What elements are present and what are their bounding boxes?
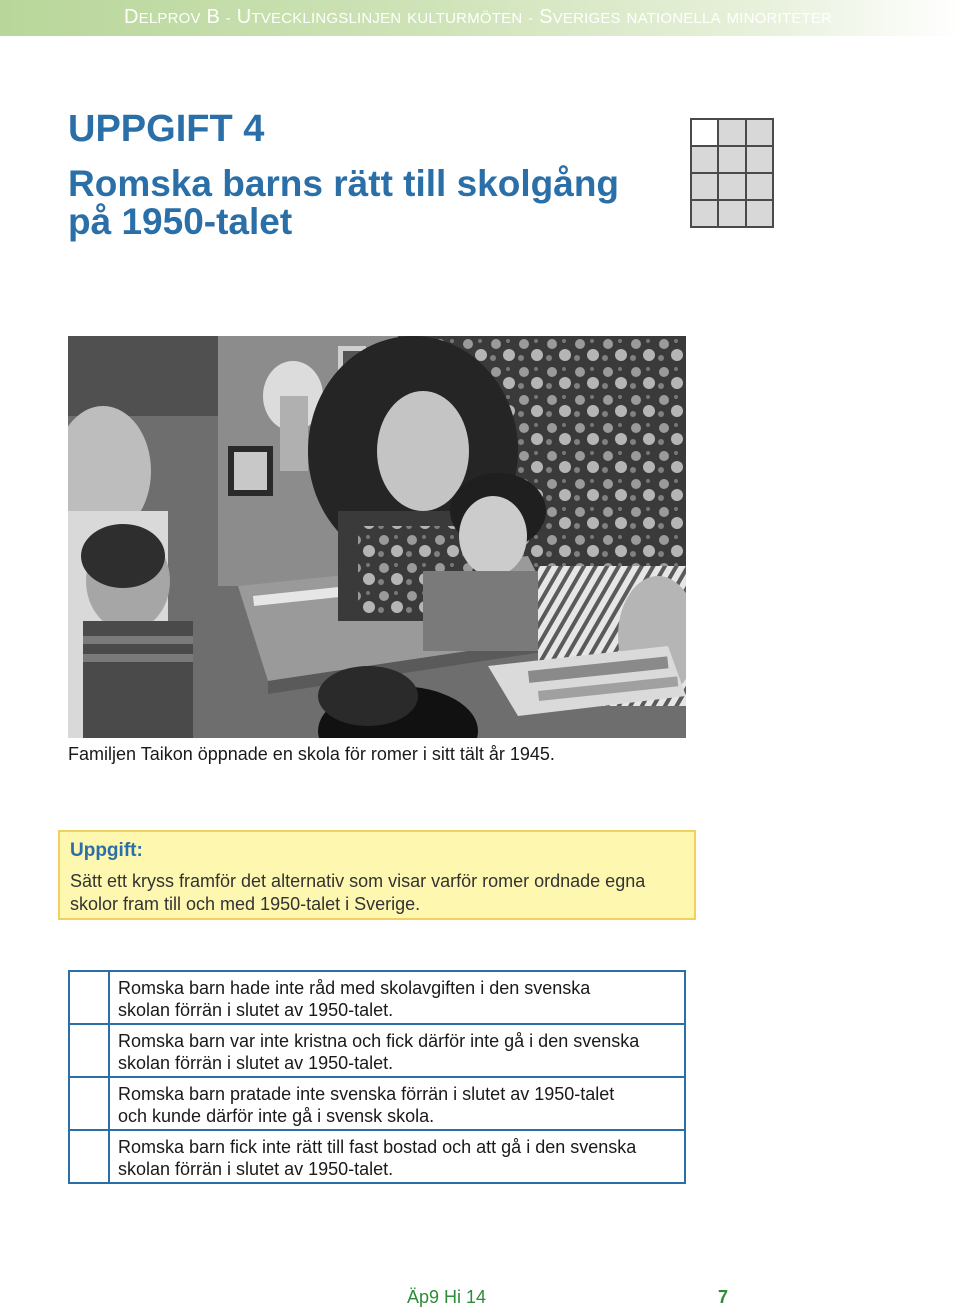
photo-caption: Familjen Taikon öppnade en skola för romer i sitt tält år 1945.	[68, 744, 555, 764]
task-title-line-1: Romska barns rätt till skolgång	[68, 163, 620, 204]
grade-cell	[692, 201, 717, 226]
instruction-text: Sätt ett kryss framför det alternativ som visar varför romer ordnade egna skolor fram till och med 1950-talet i Sverige.	[70, 871, 646, 914]
grade-grid	[690, 118, 774, 228]
grade-cell	[719, 147, 744, 172]
option-checkbox[interactable]	[70, 1131, 110, 1182]
option-text-line-1: Romska barn fick inte rätt till fast bostad och att gå i den svenska	[118, 1137, 637, 1157]
option-text-line-2: skolan förrän i slutet av 1950-talet.	[118, 1053, 394, 1073]
option-text-line-2: skolan förrän i slutet av 1950-talet.	[118, 1159, 394, 1179]
option-checkbox[interactable]	[70, 1025, 110, 1076]
option-text	[110, 972, 590, 1023]
option-row	[70, 972, 684, 1025]
grade-cell	[692, 147, 717, 172]
option-text	[110, 1131, 636, 1182]
grade-cell	[747, 120, 772, 145]
grade-cell	[747, 147, 772, 172]
task-title	[68, 165, 668, 241]
instruction-box	[58, 830, 696, 920]
header-title: DELPROV B - UTVECKLINGSLINJEN KULTURMÖTEN - SVERIGES NATIONELLA MINORITETER	[124, 6, 833, 28]
option-row	[70, 1025, 684, 1078]
grade-cell	[692, 174, 717, 199]
option-text-line-1: Romska barn hade inte råd med skolavgiften i den svenska	[118, 978, 591, 998]
option-text	[110, 1025, 639, 1076]
option-checkbox[interactable]	[70, 1078, 110, 1129]
option-text-line-2: skolan förrän i slutet av 1950-talet.	[118, 1000, 394, 1020]
grade-cell	[692, 120, 717, 145]
grade-cell	[719, 174, 744, 199]
page-number: 7	[718, 1287, 729, 1307]
historical-photo	[68, 336, 686, 738]
header-band	[0, 0, 960, 36]
option-text-line-1: Romska barn pratade inte svenska förrän i slutet av 1950-talet	[118, 1084, 615, 1104]
grade-cell	[719, 201, 744, 226]
footer-code: Äp9 Hi 14	[407, 1287, 487, 1307]
option-text-line-1: Romska barn var inte kristna och fick därför inte gå i den svenska	[118, 1031, 640, 1051]
option-row	[70, 1078, 684, 1131]
option-text	[110, 1078, 614, 1129]
task-number: UPPGIFT 4	[68, 108, 265, 150]
option-row	[70, 1131, 684, 1182]
option-checkbox[interactable]	[70, 972, 110, 1023]
photo-illustration	[68, 336, 686, 738]
option-text-line-2: och kunde därför inte gå i svensk skola.	[118, 1106, 435, 1126]
instruction-label: Uppgift:	[70, 840, 143, 861]
grade-cell	[747, 174, 772, 199]
grade-cell	[747, 201, 772, 226]
task-title-line-2: på 1950-talet	[68, 201, 293, 242]
grade-cell	[719, 120, 744, 145]
answer-options	[68, 970, 686, 1184]
